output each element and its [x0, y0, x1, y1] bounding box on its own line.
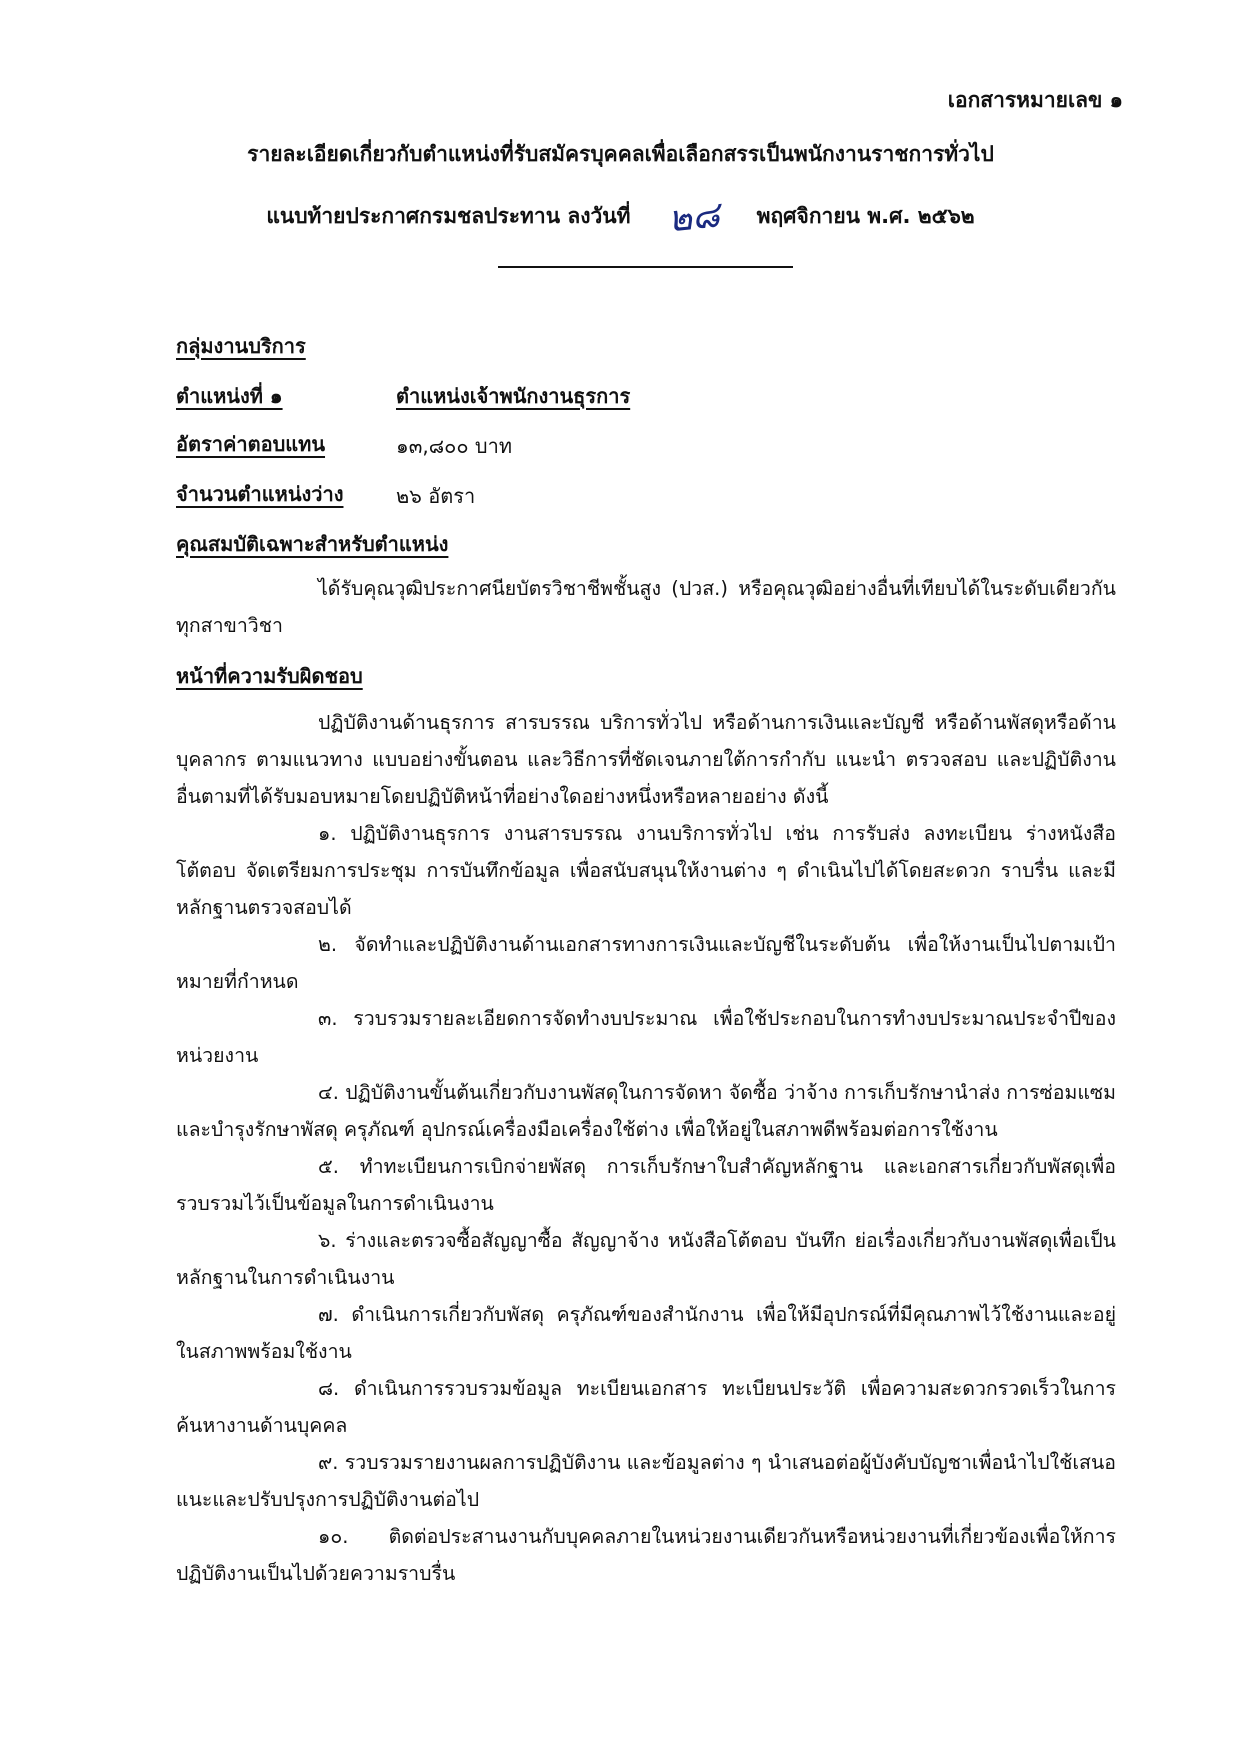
- list-item: ๕. ทำทะเบียนการเบิกจ่ายพัสดุ การเก็บรักษาใบสำคัญหลักฐาน และเอกสารเกี่ยวกับพัสดุเพื่อรวบรวมไว้เป็นข้อมูลในการดำเนินงาน: [176, 1155, 1116, 1215]
- list-item: ๙. รวบรวมรายงานผลการปฏิบัติงาน และข้อมูลต่าง ๆ นำเสนอต่อผู้บังคับบัญชาเพื่อนำไปใช้เสนอแนะและปรับปรุงการปฏิบัติงานต่อไป: [176, 1451, 1116, 1511]
- duties-block: [176, 704, 1116, 1592]
- list-item: ๑๐. ติดต่อประสานงานกับบุคคลภายในหน่วยงานเดียวกันหรือหน่วยงานที่เกี่ยวข้องเพื่อให้การปฏิบัติงานเป็นไปด้วยความราบรื่น: [176, 1525, 1116, 1585]
- subtitle-prefix: แนบท้ายประกาศกรมชลประทาน ลงวันที่: [266, 204, 631, 228]
- list-item: ๒. จัดทำและปฏิบัติงานด้านเอกสารทางการเงินและบัญชีในระดับต้น เพื่อให้งานเป็นไปตามเป้าหมายที่กำหนด: [176, 933, 1116, 993]
- document-subtitle: [0, 188, 1241, 245]
- list-item: ๗. ดำเนินการเกี่ยวกับพัสดุ ครุภัณฑ์ของสำนักงาน เพื่อให้มีอุปกรณ์ที่มีคุณภาพไว้ใช้งานและอยู่ในสภาพพร้อมใช้งาน: [176, 1303, 1116, 1363]
- vacancies-value: ๒๖ อัตรา: [396, 484, 476, 508]
- list-item: ๔. ปฏิบัติงานขั้นต้นเกี่ยวกับงานพัสดุในการจัดหา จัดซื้อ ว่าจ้าง การเก็บรักษานำส่ง การซ่อมแซมและบำรุงรักษาพัสดุ ครุภัณฑ์ อุปกรณ์เครื่องมือเครื่องใช้ต่าง เพื่อให้อยู่ในสภาพดีพร้อมต่อการใช้งาน: [176, 1081, 1116, 1141]
- list-item: ๖. ร่างและตรวจซื้อสัญญาซื้อ สัญญาจ้าง หนังสือโต้ตอบ บันทึก ย่อเรื่องเกี่ยวกับงานพัสดุเพื่อเป็นหลักฐานในการดำเนินงาน: [176, 1229, 1116, 1289]
- group-heading: กลุ่มงานบริการ: [176, 334, 306, 358]
- title-divider: [498, 266, 793, 268]
- duties-intro-para: [176, 704, 1116, 815]
- handwritten-day: ๒๘: [665, 194, 722, 241]
- list-item: ๑. ปฏิบัติงานธุรการ งานสารบรรณ งานบริการทั่วไป เช่น การรับส่ง ลงทะเบียน ร่างหนังสือโต้ตอบ จัดเตรียมการประชุม การบันทึกข้อมูล เพื่อสนับสนุนให้งานต่าง ๆ ดำเนินไปได้โดยสะดวก ราบรื่น และมีหลักฐานตรวจสอบได้: [176, 822, 1116, 919]
- salary-label: อัตราค่าตอบแทน: [176, 432, 326, 456]
- position-name: ตำแหน่งเจ้าพนักงานธุรการ: [396, 384, 631, 408]
- position-label: ตำแหน่งที่ ๑: [176, 384, 283, 408]
- qualifications-text-block: [176, 570, 1116, 644]
- salary-value: ๑๓,๘๐๐ บาท: [396, 434, 513, 458]
- duties-heading: หน้าที่ความรับผิดชอบ: [176, 664, 363, 688]
- list-item: ๘. ดำเนินการรวบรวมข้อมูล ทะเบียนเอกสาร ทะเบียนประวัติ เพื่อความสะดวกรวดเร็วในการค้นหางานด้านบุคคล: [176, 1377, 1116, 1437]
- qualifications-heading: คุณสมบัติเฉพาะสำหรับตำแหน่ง: [176, 532, 449, 556]
- document-number: เอกสารหมายเลข ๑: [947, 88, 1123, 112]
- qualifications-text: ได้รับคุณวุฒิประกาศนียบัตรวิชาชีพชั้นสูง (ปวส.) หรือคุณวุฒิอย่างอื่นที่เทียบได้ในระดับเดียวกัน ทุกสาขาวิชา: [176, 577, 1116, 637]
- document-title: รายละเอียดเกี่ยวกับตำแหน่งที่รับสมัครบุคคลเพื่อเลือกสรรเป็นพนักงานราชการทั่วไป: [247, 142, 994, 166]
- list-item: ๓. รวบรวมรายละเอียดการจัดทำงบประมาณ เพื่อใช้ประกอบในการทำงบประมาณประจำปีของหน่วยงาน: [176, 1007, 1116, 1067]
- duties-intro: ปฏิบัติงานด้านธุรการ สารบรรณ บริการทั่วไป หรือด้านการเงินและบัญชี หรือด้านพัสดุหรือด้านบุคลากร ตามแนวทาง แบบอย่างขั้นตอน และวิธีการที่ชัดเจนภายใต้การกำกับ แนะนำ ตรวจสอบ และปฏิบัติงานอื่นตามที่ได้รับมอบหมายโดยปฏิบัติหน้าที่อย่างใดอย่างหนึ่งหรือหลายอย่าง ดังนี้: [176, 711, 1116, 808]
- vacancies-label: จำนวนตำแหน่งว่าง: [176, 482, 344, 506]
- subtitle-suffix: พฤศจิกายน พ.ศ. ๒๕๖๒: [756, 204, 975, 228]
